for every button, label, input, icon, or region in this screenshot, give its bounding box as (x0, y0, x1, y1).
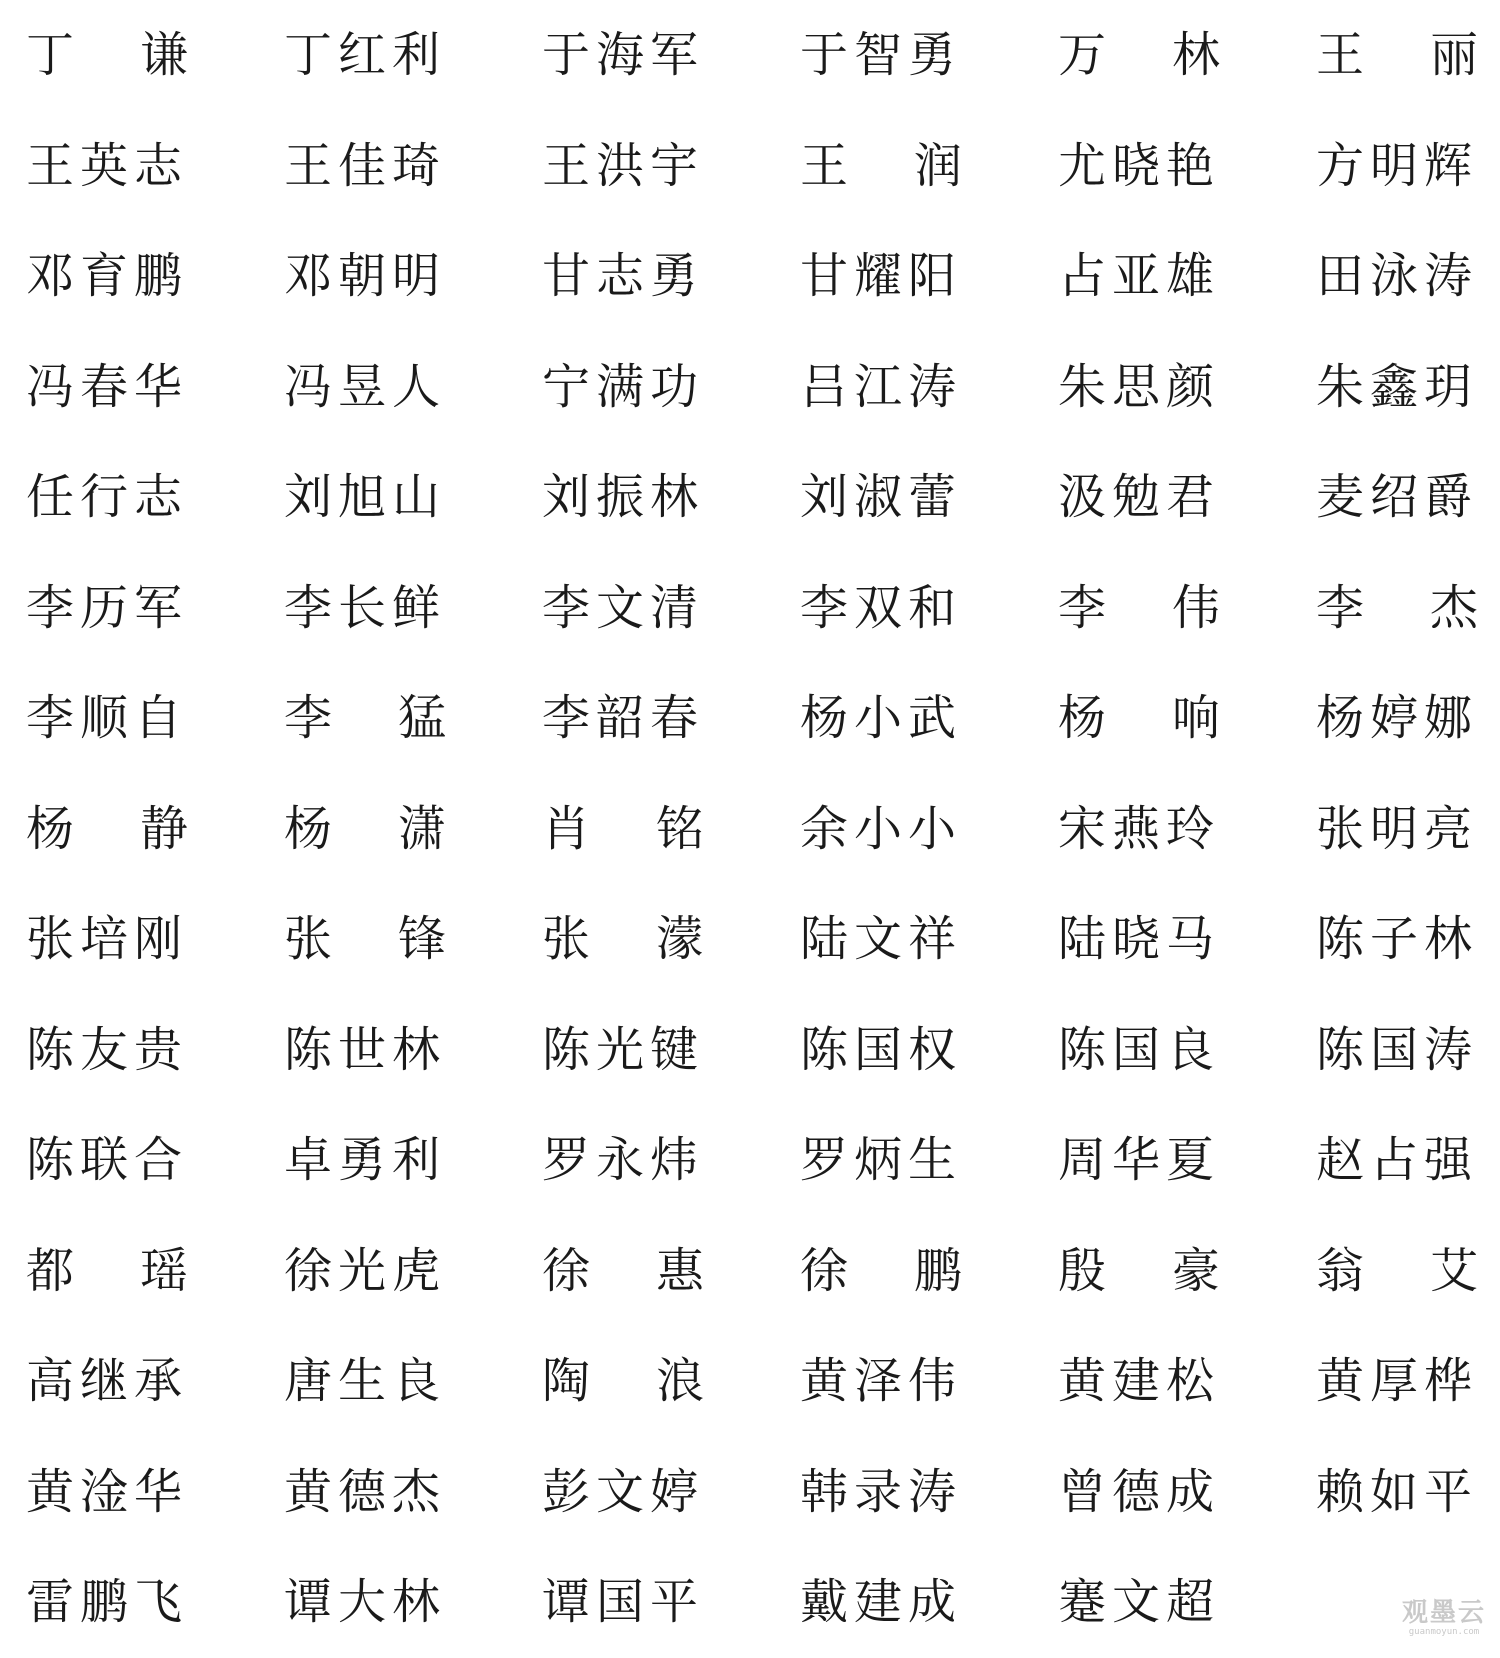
person-name: 吕江涛 (800, 358, 963, 415)
person-name: 杨婷娜 (1316, 690, 1479, 747)
person-name: 徐鹏 (800, 1242, 962, 1299)
person-name: 陈国良 (1058, 1021, 1221, 1078)
name-cell (284, 663, 542, 774)
name-cell (1316, 774, 1500, 885)
name-cell (284, 1326, 542, 1437)
person-name: 黄淦华 (26, 1463, 189, 1520)
person-name: 邓育鹏 (26, 248, 189, 305)
person-name: 黄建松 (1058, 1353, 1221, 1410)
name-cell (284, 774, 542, 885)
person-name: 陈国权 (800, 1021, 963, 1078)
name-cell (1058, 1437, 1316, 1548)
person-name: 赵占强 (1316, 1132, 1479, 1189)
person-name: 徐光虎 (284, 1242, 447, 1299)
person-name: 占亚雄 (1058, 248, 1221, 305)
name-cell (26, 553, 284, 664)
person-name: 李伟 (1058, 579, 1220, 636)
name-cell (1316, 221, 1500, 332)
name-cell (1058, 111, 1316, 222)
name-cell (1058, 332, 1316, 443)
person-name: 谭大林 (284, 1574, 447, 1631)
name-cell (542, 0, 800, 111)
name-cell (1058, 0, 1316, 111)
name-cell (1316, 1216, 1500, 1327)
person-name: 张明亮 (1316, 800, 1479, 857)
person-name: 陈国涛 (1316, 1021, 1479, 1078)
name-cell (1316, 0, 1500, 111)
person-name: 麦绍爵 (1316, 469, 1479, 526)
name-cell (542, 995, 800, 1106)
person-name: 陆文祥 (800, 911, 963, 968)
name-cell (1058, 884, 1316, 995)
name-cell (1058, 1547, 1316, 1658)
watermark-subtext: guanmoyun.com (1408, 1627, 1480, 1637)
person-name: 翁艾 (1316, 1242, 1478, 1299)
person-name: 韩录涛 (800, 1463, 963, 1520)
person-name: 杨小武 (800, 690, 963, 747)
name-cell (800, 884, 1058, 995)
name-cell (26, 774, 284, 885)
name-cell (1316, 995, 1500, 1106)
name-cell (26, 884, 284, 995)
person-name: 杨静 (26, 800, 188, 857)
person-name: 冯春华 (26, 358, 189, 415)
name-cell (542, 1547, 800, 1658)
name-cell (1316, 442, 1500, 553)
name-cell (542, 1216, 800, 1327)
person-name: 雷鹏飞 (26, 1574, 189, 1631)
person-name: 王佳琦 (284, 137, 447, 194)
name-cell (284, 884, 542, 995)
name-cell (1316, 332, 1500, 443)
name-cell (800, 1105, 1058, 1216)
person-name: 黄泽伟 (800, 1353, 963, 1410)
person-name: 李长鲜 (284, 579, 447, 636)
name-cell (542, 1437, 800, 1548)
name-cell (284, 1437, 542, 1548)
name-cell (800, 1216, 1058, 1327)
name-cell (542, 442, 800, 553)
person-name: 罗炳生 (800, 1132, 963, 1189)
person-name: 张濛 (542, 911, 704, 968)
name-cell (26, 1216, 284, 1327)
person-name: 李杰 (1316, 579, 1478, 636)
person-name: 殷豪 (1058, 1242, 1220, 1299)
person-name: 肖铭 (542, 800, 704, 857)
person-name: 黄厚桦 (1316, 1353, 1479, 1410)
person-name: 周华夏 (1058, 1132, 1221, 1189)
person-name: 陈子林 (1316, 911, 1479, 968)
person-name: 于海军 (542, 27, 705, 84)
name-cell (26, 663, 284, 774)
watermark-text: 观墨云 (1401, 1598, 1486, 1628)
person-name: 冯昱人 (284, 358, 447, 415)
name-cell (800, 553, 1058, 664)
person-name: 戴建成 (800, 1574, 963, 1631)
person-name: 李文清 (542, 579, 705, 636)
name-cell (542, 1105, 800, 1216)
person-name: 赖如平 (1316, 1463, 1479, 1520)
name-cell (800, 221, 1058, 332)
name-cell (1316, 1105, 1500, 1216)
person-name: 杨响 (1058, 690, 1220, 747)
person-name: 邓朝明 (284, 248, 447, 305)
person-name: 卓勇利 (284, 1132, 447, 1189)
name-list-grid (26, 0, 1486, 1651)
person-name: 丁红利 (284, 27, 447, 84)
person-name: 万林 (1058, 27, 1220, 84)
person-name: 徐惠 (542, 1242, 704, 1299)
name-cell (26, 1437, 284, 1548)
name-cell (542, 332, 800, 443)
person-name: 都瑶 (26, 1242, 188, 1299)
name-cell (26, 442, 284, 553)
name-cell (542, 111, 800, 222)
person-name: 刘振林 (542, 469, 705, 526)
name-cell (542, 1326, 800, 1437)
person-name: 王洪宇 (542, 137, 705, 194)
name-cell (26, 995, 284, 1106)
person-name: 黄德杰 (284, 1463, 447, 1520)
person-name: 朱思颜 (1058, 358, 1221, 415)
person-name: 甘志勇 (542, 248, 705, 305)
person-name: 刘旭山 (284, 469, 447, 526)
person-name: 陈联合 (26, 1132, 189, 1189)
person-name: 刘淑蕾 (800, 469, 963, 526)
person-name: 曾德成 (1058, 1463, 1221, 1520)
name-cell (284, 1547, 542, 1658)
person-name: 张培刚 (26, 911, 189, 968)
person-name: 罗永炜 (542, 1132, 705, 1189)
name-cell (800, 1547, 1058, 1658)
name-cell (284, 332, 542, 443)
person-name: 任行志 (26, 469, 189, 526)
person-name: 唐生良 (284, 1353, 447, 1410)
person-name: 田泳涛 (1316, 248, 1479, 305)
name-cell (542, 774, 800, 885)
name-cell (26, 1326, 284, 1437)
name-cell (800, 1326, 1058, 1437)
person-name: 李历军 (26, 579, 189, 636)
name-cell (1058, 663, 1316, 774)
name-cell (26, 1547, 284, 1658)
person-name: 李双和 (800, 579, 963, 636)
person-name: 于智勇 (800, 27, 963, 84)
name-cell (800, 1437, 1058, 1548)
person-name: 宋燕玲 (1058, 800, 1221, 857)
name-cell (284, 221, 542, 332)
person-name: 张锋 (284, 911, 446, 968)
name-cell (284, 995, 542, 1106)
person-name: 方明辉 (1316, 137, 1479, 194)
name-cell (542, 553, 800, 664)
name-cell (1058, 221, 1316, 332)
person-name: 彭文婷 (542, 1463, 705, 1520)
person-name: 余小小 (800, 800, 963, 857)
name-cell (542, 884, 800, 995)
name-cell (1058, 1326, 1316, 1437)
person-name: 陆晓马 (1058, 911, 1221, 968)
name-cell (800, 0, 1058, 111)
name-cell (1058, 774, 1316, 885)
name-cell (26, 1105, 284, 1216)
name-cell (800, 663, 1058, 774)
name-cell (800, 111, 1058, 222)
name-cell (1316, 1326, 1500, 1437)
name-cell (1316, 884, 1500, 995)
person-name: 陈友贵 (26, 1021, 189, 1078)
person-name: 王润 (800, 137, 962, 194)
name-cell (1316, 1437, 1500, 1548)
name-cell (1316, 111, 1500, 222)
name-cell (26, 332, 284, 443)
name-cell (284, 1216, 542, 1327)
name-cell (284, 553, 542, 664)
person-name: 王丽 (1316, 27, 1478, 84)
name-cell (1058, 553, 1316, 664)
person-name: 汲勉君 (1058, 469, 1221, 526)
name-cell (1316, 663, 1500, 774)
name-cell (26, 221, 284, 332)
name-cell (800, 442, 1058, 553)
person-name: 陈世林 (284, 1021, 447, 1078)
person-name: 蹇文超 (1058, 1574, 1221, 1631)
name-cell (1316, 553, 1500, 664)
person-name: 陶浪 (542, 1353, 704, 1410)
name-cell (284, 442, 542, 553)
person-name: 李韶春 (542, 690, 705, 747)
person-name: 丁谦 (26, 27, 188, 84)
watermark-logo (1402, 1600, 1486, 1637)
person-name: 尤晓艳 (1058, 137, 1221, 194)
person-name: 李猛 (284, 690, 446, 747)
person-name: 宁满功 (542, 358, 705, 415)
person-name: 谭国平 (542, 1574, 705, 1631)
name-cell (1058, 442, 1316, 553)
name-cell (800, 332, 1058, 443)
name-cell (26, 0, 284, 111)
name-cell (284, 1105, 542, 1216)
person-name: 高继承 (26, 1353, 189, 1410)
person-name: 李顺自 (26, 690, 189, 747)
name-cell (1058, 995, 1316, 1106)
person-name: 陈光键 (542, 1021, 705, 1078)
name-cell (26, 111, 284, 222)
name-cell (1058, 1105, 1316, 1216)
name-cell (542, 663, 800, 774)
person-name: 朱鑫玥 (1316, 358, 1479, 415)
person-name: 甘耀阳 (800, 248, 963, 305)
name-cell (284, 111, 542, 222)
name-cell (1058, 1216, 1316, 1327)
name-cell (800, 995, 1058, 1106)
name-cell (284, 0, 542, 111)
person-name: 杨潇 (284, 800, 446, 857)
name-cell (800, 774, 1058, 885)
person-name: 王英志 (26, 137, 189, 194)
name-cell (542, 221, 800, 332)
